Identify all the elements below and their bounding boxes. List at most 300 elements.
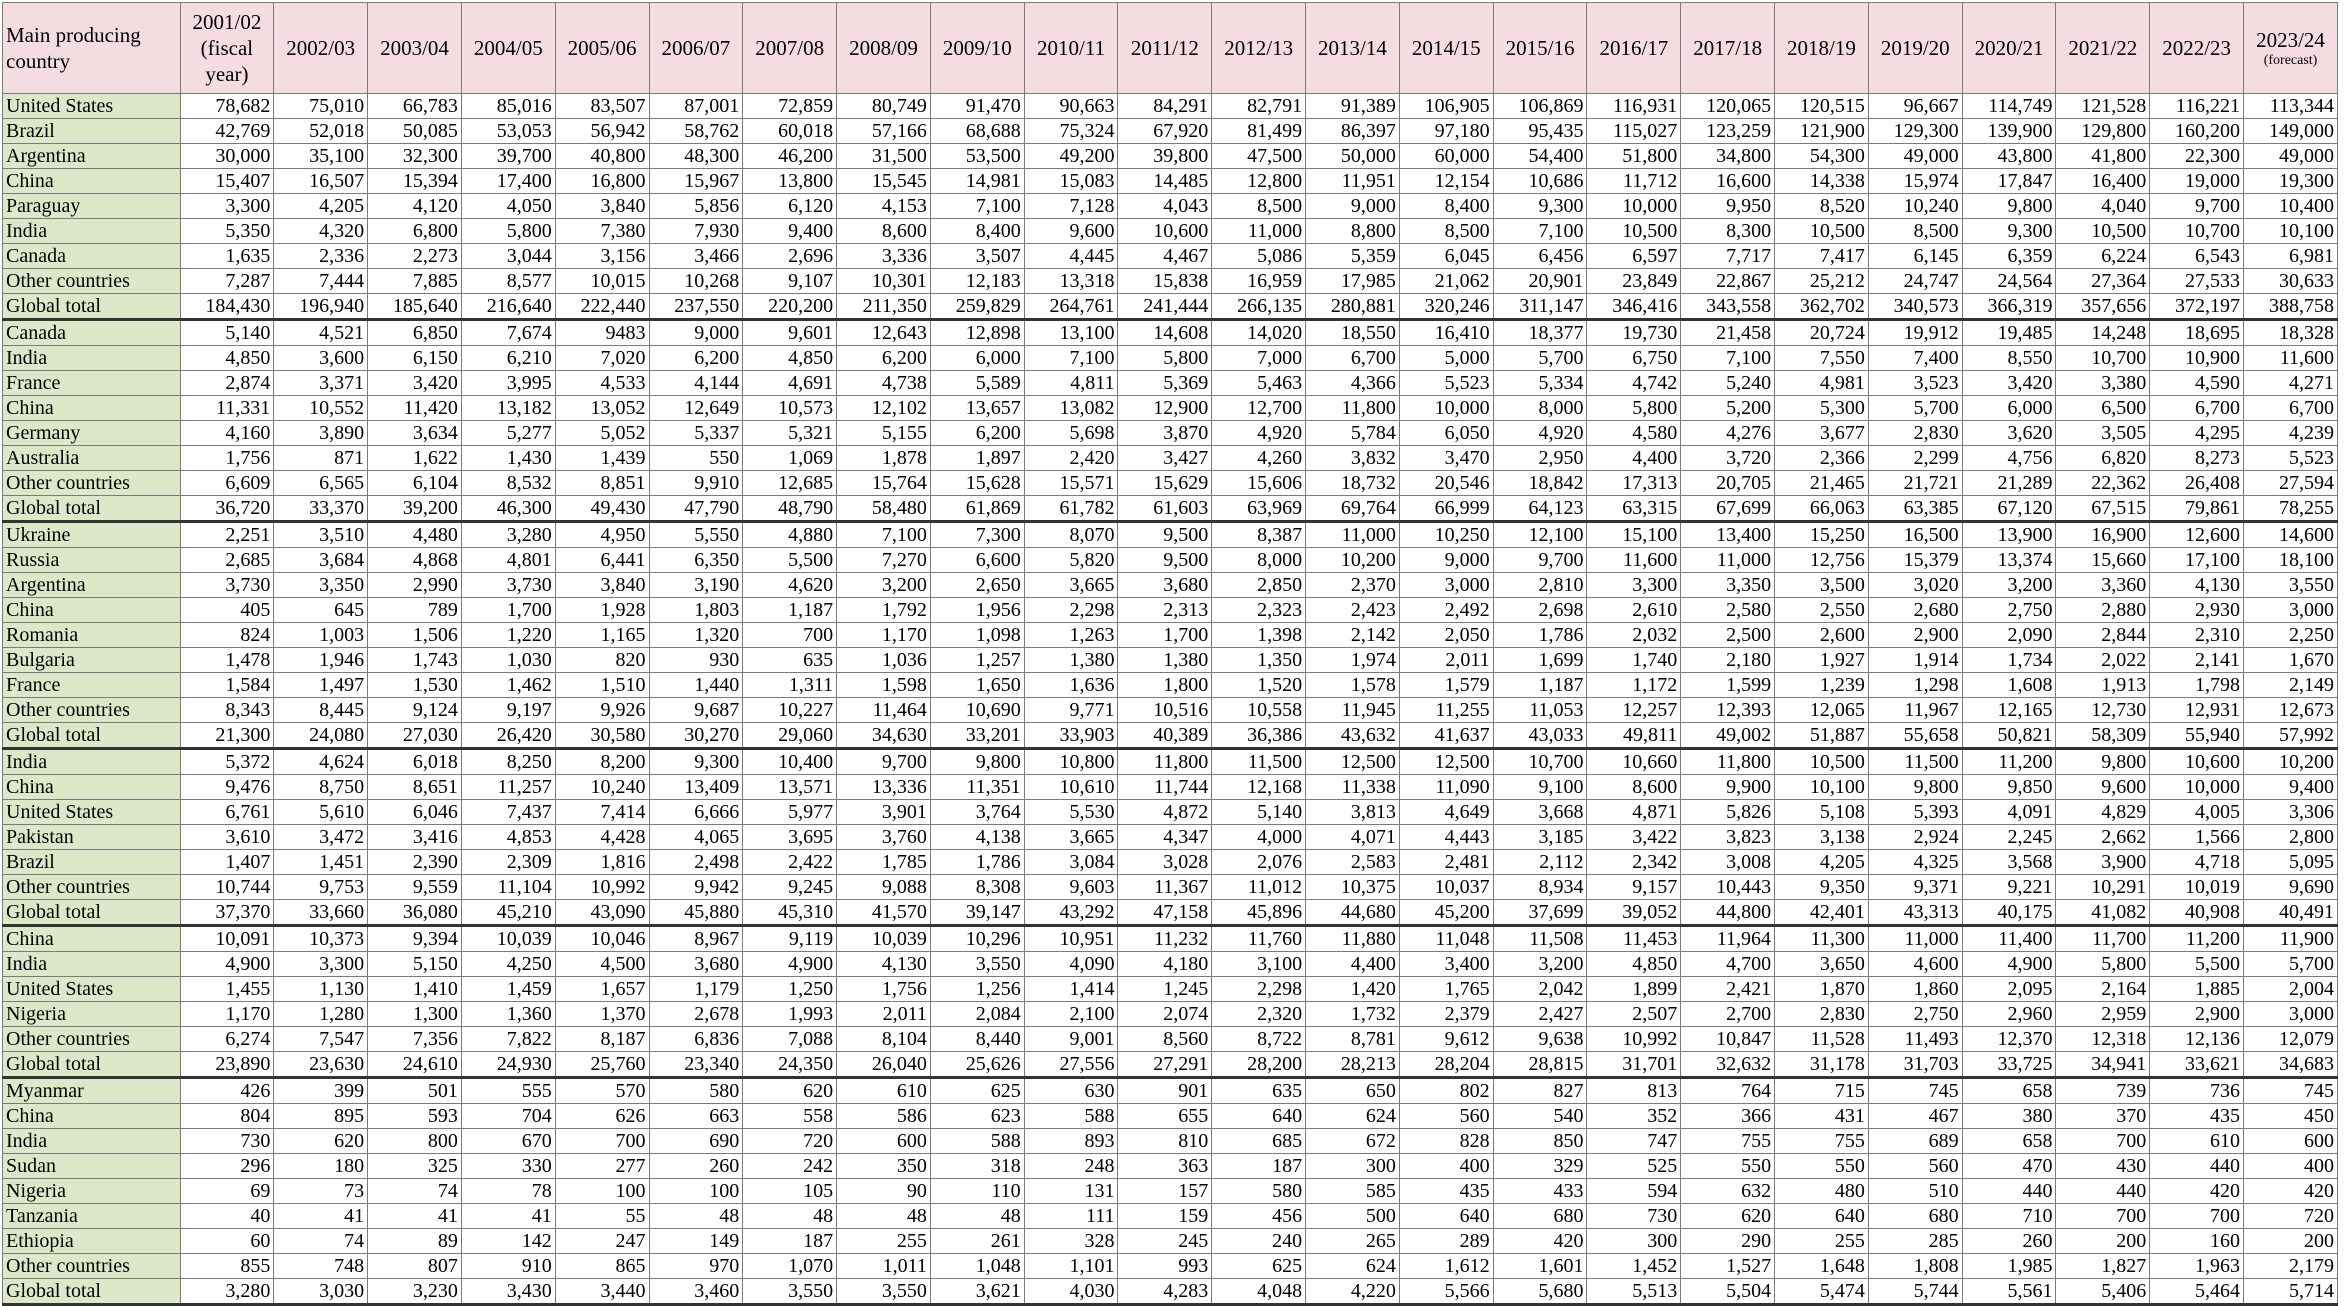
value-cell: 2,830 bbox=[1868, 421, 1962, 446]
value-cell: 11,338 bbox=[1306, 775, 1400, 800]
value-cell: 32,300 bbox=[368, 144, 462, 169]
value-cell: 704 bbox=[461, 1104, 555, 1129]
value-cell: 9,107 bbox=[743, 269, 837, 294]
value-cell: 5,698 bbox=[1024, 421, 1118, 446]
value-cell: 4,872 bbox=[1118, 800, 1212, 825]
value-cell: 9,800 bbox=[2056, 749, 2150, 775]
value-cell: 807 bbox=[368, 1254, 462, 1279]
value-cell: 5,800 bbox=[2056, 952, 2150, 977]
value-cell: 813 bbox=[1587, 1078, 1681, 1104]
value-cell: 2,320 bbox=[1212, 1002, 1306, 1027]
value-cell: 2,583 bbox=[1306, 850, 1400, 875]
value-cell: 67,920 bbox=[1118, 119, 1212, 144]
value-cell: 4,443 bbox=[1399, 825, 1493, 850]
value-cell: 3,510 bbox=[274, 522, 368, 548]
value-cell: 4,347 bbox=[1118, 825, 1212, 850]
year-column-header: 2018/19 bbox=[1775, 3, 1869, 94]
value-cell: 1,786 bbox=[930, 850, 1024, 875]
value-cell: 645 bbox=[274, 598, 368, 623]
value-cell: 5,513 bbox=[1587, 1279, 1681, 1305]
value-cell: 8,800 bbox=[1306, 219, 1400, 244]
value-cell: 2,696 bbox=[743, 244, 837, 269]
value-cell: 9,400 bbox=[743, 219, 837, 244]
value-cell: 6,046 bbox=[368, 800, 462, 825]
value-cell: 6,120 bbox=[743, 194, 837, 219]
value-cell: 40,908 bbox=[2150, 900, 2244, 926]
country-cell: Paraguay bbox=[3, 194, 181, 219]
value-cell: 1,165 bbox=[555, 623, 649, 648]
value-cell: 28,200 bbox=[1212, 1052, 1306, 1078]
value-cell: 2,250 bbox=[2244, 623, 2338, 648]
value-cell: 700 bbox=[743, 623, 837, 648]
value-cell: 4,718 bbox=[2150, 850, 2244, 875]
value-cell: 187 bbox=[1212, 1154, 1306, 1179]
value-cell: 3,190 bbox=[649, 573, 743, 598]
value-cell: 3,460 bbox=[649, 1279, 743, 1305]
value-cell: 9,394 bbox=[368, 926, 462, 952]
value-cell: 2,930 bbox=[2150, 598, 2244, 623]
global-total-row bbox=[3, 294, 2338, 320]
country-cell: Sudan bbox=[3, 1154, 181, 1179]
value-cell: 3,680 bbox=[649, 952, 743, 977]
value-cell: 9,800 bbox=[1962, 194, 2056, 219]
value-cell: 31,500 bbox=[837, 144, 931, 169]
value-cell: 5,095 bbox=[2244, 850, 2338, 875]
value-cell: 4,620 bbox=[743, 573, 837, 598]
country-cell: Australia bbox=[3, 446, 181, 471]
value-cell: 44,680 bbox=[1306, 900, 1400, 926]
value-cell: 6,820 bbox=[2056, 446, 2150, 471]
value-cell: 1,098 bbox=[930, 623, 1024, 648]
value-cell: 1,732 bbox=[1306, 1002, 1400, 1027]
value-cell: 120,515 bbox=[1775, 94, 1869, 119]
value-cell: 1,360 bbox=[461, 1002, 555, 1027]
value-cell: 255 bbox=[837, 1229, 931, 1254]
value-cell: 39,147 bbox=[930, 900, 1024, 926]
value-cell: 670 bbox=[461, 1129, 555, 1154]
value-cell: 35,100 bbox=[274, 144, 368, 169]
value-cell: 624 bbox=[1306, 1104, 1400, 1129]
value-cell: 4,480 bbox=[368, 522, 462, 548]
value-cell: 9,603 bbox=[1024, 875, 1118, 900]
value-cell: 2,004 bbox=[2244, 977, 2338, 1002]
value-cell: 1,956 bbox=[930, 598, 1024, 623]
value-cell: 3,720 bbox=[1681, 446, 1775, 471]
value-cell: 280,881 bbox=[1306, 294, 1400, 320]
value-cell: 3,280 bbox=[180, 1279, 274, 1305]
table-row bbox=[3, 1002, 2338, 1027]
value-cell: 1,899 bbox=[1587, 977, 1681, 1002]
value-cell: 736 bbox=[2150, 1078, 2244, 1104]
value-cell: 625 bbox=[930, 1078, 1024, 1104]
value-cell: 4,050 bbox=[461, 194, 555, 219]
value-cell: 5,108 bbox=[1775, 800, 1869, 825]
value-cell: 2,251 bbox=[180, 522, 274, 548]
value-cell: 1,439 bbox=[555, 446, 649, 471]
country-cell: Global total bbox=[3, 900, 181, 926]
value-cell: 6,104 bbox=[368, 471, 462, 496]
value-cell: 318 bbox=[930, 1154, 1024, 1179]
table-row bbox=[3, 144, 2338, 169]
value-cell: 9,800 bbox=[930, 749, 1024, 775]
value-cell: 2,011 bbox=[1399, 648, 1493, 673]
value-cell: 51,887 bbox=[1775, 723, 1869, 749]
table-row bbox=[3, 673, 2338, 698]
value-cell: 3,870 bbox=[1118, 421, 1212, 446]
value-cell: 4,048 bbox=[1212, 1279, 1306, 1305]
value-cell: 5,052 bbox=[555, 421, 649, 446]
value-cell: 11,967 bbox=[1868, 698, 1962, 723]
table-row bbox=[3, 598, 2338, 623]
value-cell: 16,600 bbox=[1681, 169, 1775, 194]
value-cell: 1,250 bbox=[743, 977, 837, 1002]
value-cell: 67,120 bbox=[1962, 496, 2056, 522]
value-cell: 55 bbox=[555, 1204, 649, 1229]
country-cell: Other countries bbox=[3, 471, 181, 496]
value-cell: 1,914 bbox=[1868, 648, 1962, 673]
value-cell: 4,130 bbox=[837, 952, 931, 977]
table-row bbox=[3, 94, 2338, 119]
value-cell: 550 bbox=[649, 446, 743, 471]
value-cell: 8,070 bbox=[1024, 522, 1118, 548]
value-cell: 1,179 bbox=[649, 977, 743, 1002]
value-cell: 200 bbox=[2244, 1229, 2338, 1254]
value-cell: 3,470 bbox=[1399, 446, 1493, 471]
value-cell: 9,300 bbox=[1962, 219, 2056, 244]
value-cell: 19,730 bbox=[1587, 320, 1681, 346]
value-cell: 3,901 bbox=[837, 800, 931, 825]
value-cell: 11,800 bbox=[1306, 396, 1400, 421]
value-cell: 20,705 bbox=[1681, 471, 1775, 496]
value-cell: 6,200 bbox=[649, 346, 743, 371]
value-cell: 111 bbox=[1024, 1204, 1118, 1229]
value-cell: 720 bbox=[743, 1129, 837, 1154]
value-cell: 624 bbox=[1306, 1254, 1400, 1279]
value-cell: 3,300 bbox=[274, 952, 368, 977]
value-cell: 352 bbox=[1587, 1104, 1681, 1129]
value-cell: 7,417 bbox=[1775, 244, 1869, 269]
value-cell: 4,071 bbox=[1306, 825, 1400, 850]
value-cell: 36,386 bbox=[1212, 723, 1306, 749]
value-cell: 47,500 bbox=[1212, 144, 1306, 169]
value-cell: 14,020 bbox=[1212, 320, 1306, 346]
value-cell: 3,600 bbox=[274, 346, 368, 371]
value-cell: 2,550 bbox=[1775, 598, 1869, 623]
value-cell: 1,878 bbox=[837, 446, 931, 471]
country-cell: India bbox=[3, 219, 181, 244]
value-cell: 90,663 bbox=[1024, 94, 1118, 119]
value-cell: 33,660 bbox=[274, 900, 368, 926]
table-row bbox=[3, 269, 2338, 294]
value-cell: 12,183 bbox=[930, 269, 1024, 294]
value-cell: 5,700 bbox=[1493, 346, 1587, 371]
value-cell: 3,695 bbox=[743, 825, 837, 850]
value-cell: 6,000 bbox=[930, 346, 1024, 371]
value-cell: 9,088 bbox=[837, 875, 931, 900]
value-cell: 264,761 bbox=[1024, 294, 1118, 320]
value-cell: 4,325 bbox=[1868, 850, 1962, 875]
value-cell: 5,321 bbox=[743, 421, 837, 446]
value-cell: 45,880 bbox=[649, 900, 743, 926]
value-cell: 25,760 bbox=[555, 1052, 649, 1078]
year-column-header: 2005/06 bbox=[555, 3, 649, 94]
value-cell: 435 bbox=[2150, 1104, 2244, 1129]
value-cell: 10,039 bbox=[837, 926, 931, 952]
value-cell: 25,212 bbox=[1775, 269, 1869, 294]
value-cell: 11,700 bbox=[2056, 926, 2150, 952]
value-cell: 240 bbox=[1212, 1229, 1306, 1254]
value-cell: 43,090 bbox=[555, 900, 649, 926]
value-cell: 4,900 bbox=[1962, 952, 2056, 977]
value-cell: 6,274 bbox=[180, 1027, 274, 1052]
value-cell: 22,867 bbox=[1681, 269, 1775, 294]
value-cell: 4,043 bbox=[1118, 194, 1212, 219]
year-column-header: 2008/09 bbox=[837, 3, 931, 94]
value-cell: 2,650 bbox=[930, 573, 1024, 598]
value-cell: 34,683 bbox=[2244, 1052, 2338, 1078]
value-cell: 5,504 bbox=[1681, 1279, 1775, 1305]
value-cell: 3,420 bbox=[1962, 371, 2056, 396]
value-cell: 10,500 bbox=[2056, 219, 2150, 244]
value-cell: 4,180 bbox=[1118, 952, 1212, 977]
value-cell: 8,000 bbox=[1212, 548, 1306, 573]
value-cell: 1,280 bbox=[274, 1002, 368, 1027]
value-cell: 12,730 bbox=[2056, 698, 2150, 723]
value-cell: 970 bbox=[649, 1254, 743, 1279]
value-cell: 1,897 bbox=[930, 446, 1024, 471]
value-cell: 655 bbox=[1118, 1104, 1212, 1129]
value-cell: 5,530 bbox=[1024, 800, 1118, 825]
value-cell: 1,011 bbox=[837, 1254, 931, 1279]
value-cell: 663 bbox=[649, 1104, 743, 1129]
value-cell: 2,900 bbox=[1868, 623, 1962, 648]
value-cell: 4,580 bbox=[1587, 421, 1681, 446]
value-cell: 11,048 bbox=[1399, 926, 1493, 952]
value-cell: 6,543 bbox=[2150, 244, 2244, 269]
value-cell: 855 bbox=[180, 1254, 274, 1279]
value-cell: 1,579 bbox=[1399, 673, 1493, 698]
value-cell: 18,328 bbox=[2244, 320, 2338, 346]
value-cell: 8,308 bbox=[930, 875, 1024, 900]
value-cell: 804 bbox=[180, 1104, 274, 1129]
value-cell: 10,552 bbox=[274, 396, 368, 421]
value-cell: 9,500 bbox=[1118, 522, 1212, 548]
value-cell: 5,350 bbox=[180, 219, 274, 244]
value-cell: 370 bbox=[2056, 1104, 2150, 1129]
value-cell: 640 bbox=[1399, 1204, 1493, 1229]
value-cell: 7,088 bbox=[743, 1027, 837, 1052]
value-cell: 3,008 bbox=[1681, 850, 1775, 875]
table-row bbox=[3, 119, 2338, 144]
value-cell: 24,610 bbox=[368, 1052, 462, 1078]
value-cell: 10,291 bbox=[2056, 875, 2150, 900]
value-cell: 196,940 bbox=[274, 294, 368, 320]
value-cell: 2,179 bbox=[2244, 1254, 2338, 1279]
table-row bbox=[3, 396, 2338, 421]
value-cell: 3,550 bbox=[837, 1279, 931, 1305]
year-column-header: 2006/07 bbox=[649, 3, 743, 94]
value-cell: 5,826 bbox=[1681, 800, 1775, 825]
table-row bbox=[3, 1104, 2338, 1129]
value-cell: 13,900 bbox=[1962, 522, 2056, 548]
value-cell: 620 bbox=[1681, 1204, 1775, 1229]
value-cell: 6,350 bbox=[649, 548, 743, 573]
value-cell: 700 bbox=[2056, 1204, 2150, 1229]
value-cell: 9,638 bbox=[1493, 1027, 1587, 1052]
value-cell: 328 bbox=[1024, 1229, 1118, 1254]
value-cell: 67,699 bbox=[1681, 496, 1775, 522]
value-cell: 7,100 bbox=[1024, 346, 1118, 371]
value-cell: 426 bbox=[180, 1078, 274, 1104]
value-cell: 620 bbox=[274, 1129, 368, 1154]
value-cell: 58,309 bbox=[2056, 723, 2150, 749]
table-row bbox=[3, 1229, 2338, 1254]
value-cell: 2,100 bbox=[1024, 1002, 1118, 1027]
value-cell: 325 bbox=[368, 1154, 462, 1179]
value-cell: 16,410 bbox=[1399, 320, 1493, 346]
value-cell: 5,714 bbox=[2244, 1279, 2338, 1305]
value-cell: 2,750 bbox=[1868, 1002, 1962, 1027]
value-cell: 43,033 bbox=[1493, 723, 1587, 749]
value-cell: 185,640 bbox=[368, 294, 462, 320]
value-cell: 440 bbox=[2150, 1154, 2244, 1179]
value-cell: 1,256 bbox=[930, 977, 1024, 1002]
value-cell: 380 bbox=[1962, 1104, 2056, 1129]
value-cell: 1,497 bbox=[274, 673, 368, 698]
value-cell: 1,420 bbox=[1306, 977, 1400, 1002]
value-cell: 5,566 bbox=[1399, 1279, 1493, 1305]
country-cell: Myanmar bbox=[3, 1078, 181, 1104]
value-cell: 330 bbox=[461, 1154, 555, 1179]
value-cell: 1,974 bbox=[1306, 648, 1400, 673]
value-cell: 8,967 bbox=[649, 926, 743, 952]
value-cell: 630 bbox=[1024, 1078, 1118, 1104]
value-cell: 4,920 bbox=[1493, 421, 1587, 446]
value-cell: 3,028 bbox=[1118, 850, 1212, 875]
table-body bbox=[3, 94, 2338, 1305]
value-cell: 430 bbox=[2056, 1154, 2150, 1179]
value-cell: 4,239 bbox=[2244, 421, 2338, 446]
value-cell: 789 bbox=[368, 598, 462, 623]
value-cell: 9,001 bbox=[1024, 1027, 1118, 1052]
value-cell: 1,172 bbox=[1587, 673, 1681, 698]
value-cell: 10,240 bbox=[555, 775, 649, 800]
value-cell: 36,720 bbox=[180, 496, 274, 522]
value-cell: 43,313 bbox=[1868, 900, 1962, 926]
value-cell: 10,268 bbox=[649, 269, 743, 294]
table-row bbox=[3, 875, 2338, 900]
value-cell: 400 bbox=[2244, 1154, 2338, 1179]
value-cell: 247 bbox=[555, 1229, 649, 1254]
table-row bbox=[3, 194, 2338, 219]
value-cell: 1,648 bbox=[1775, 1254, 1869, 1279]
value-cell: 14,608 bbox=[1118, 320, 1212, 346]
value-cell: 6,500 bbox=[2056, 396, 2150, 421]
value-cell: 3,995 bbox=[461, 371, 555, 396]
value-cell: 1,803 bbox=[649, 598, 743, 623]
value-cell: 1,816 bbox=[555, 850, 649, 875]
value-cell: 10,660 bbox=[1587, 749, 1681, 775]
country-cell: Russia bbox=[3, 548, 181, 573]
value-cell: 5,744 bbox=[1868, 1279, 1962, 1305]
value-cell: 5,463 bbox=[1212, 371, 1306, 396]
value-cell: 4,900 bbox=[743, 952, 837, 977]
value-cell: 26,420 bbox=[461, 723, 555, 749]
value-cell: 2,164 bbox=[2056, 977, 2150, 1002]
value-cell: 420 bbox=[1493, 1229, 1587, 1254]
value-cell: 2,011 bbox=[837, 1002, 931, 1027]
value-cell: 91,389 bbox=[1306, 94, 1400, 119]
value-cell: 42,401 bbox=[1775, 900, 1869, 926]
value-cell: 10,000 bbox=[1587, 194, 1681, 219]
value-cell: 39,700 bbox=[461, 144, 555, 169]
value-cell: 5,523 bbox=[1399, 371, 1493, 396]
value-cell: 346,416 bbox=[1587, 294, 1681, 320]
value-cell: 6,018 bbox=[368, 749, 462, 775]
value-cell: 5,550 bbox=[649, 522, 743, 548]
value-cell: 12,500 bbox=[1306, 749, 1400, 775]
value-cell: 5,200 bbox=[1681, 396, 1775, 421]
value-cell: 1,263 bbox=[1024, 623, 1118, 648]
value-cell: 4,295 bbox=[2150, 421, 2244, 446]
value-cell: 1,530 bbox=[368, 673, 462, 698]
value-cell: 3,400 bbox=[1399, 952, 1493, 977]
value-cell: 1,765 bbox=[1399, 977, 1493, 1002]
value-cell: 3,350 bbox=[274, 573, 368, 598]
value-cell: 6,200 bbox=[930, 421, 1024, 446]
value-cell: 3,523 bbox=[1868, 371, 1962, 396]
value-cell: 116,931 bbox=[1587, 94, 1681, 119]
value-cell: 6,700 bbox=[2244, 396, 2338, 421]
value-cell: 3,507 bbox=[930, 244, 1024, 269]
value-cell: 4,590 bbox=[2150, 371, 2244, 396]
value-cell: 12,257 bbox=[1587, 698, 1681, 723]
country-cell: Nigeria bbox=[3, 1002, 181, 1027]
value-cell: 4,065 bbox=[649, 825, 743, 850]
value-cell: 69,764 bbox=[1306, 496, 1400, 522]
value-cell: 64,123 bbox=[1493, 496, 1587, 522]
value-cell: 1,527 bbox=[1681, 1254, 1775, 1279]
table-row bbox=[3, 800, 2338, 825]
value-cell: 2,680 bbox=[1868, 598, 1962, 623]
value-cell: 3,760 bbox=[837, 825, 931, 850]
value-cell: 6,224 bbox=[2056, 244, 2150, 269]
value-cell: 7,100 bbox=[837, 522, 931, 548]
value-cell: 2,880 bbox=[2056, 598, 2150, 623]
value-cell: 2,342 bbox=[1587, 850, 1681, 875]
value-cell: 13,318 bbox=[1024, 269, 1118, 294]
value-cell: 28,204 bbox=[1399, 1052, 1493, 1078]
value-cell: 4,260 bbox=[1212, 446, 1306, 471]
value-cell: 8,532 bbox=[461, 471, 555, 496]
value-cell: 2,427 bbox=[1493, 1002, 1587, 1027]
value-cell: 993 bbox=[1118, 1254, 1212, 1279]
value-cell: 3,550 bbox=[2244, 573, 2338, 598]
value-cell: 57,992 bbox=[2244, 723, 2338, 749]
value-cell: 9483 bbox=[555, 320, 649, 346]
value-cell: 4,400 bbox=[1587, 446, 1681, 471]
value-cell: 1,070 bbox=[743, 1254, 837, 1279]
value-cell: 11,104 bbox=[461, 875, 555, 900]
value-cell: 1,800 bbox=[1118, 673, 1212, 698]
value-cell: 80,749 bbox=[837, 94, 931, 119]
value-cell: 21,458 bbox=[1681, 320, 1775, 346]
value-cell: 79,861 bbox=[2150, 496, 2244, 522]
value-cell: 4,205 bbox=[1775, 850, 1869, 875]
value-cell: 1,786 bbox=[1493, 623, 1587, 648]
value-cell: 2,273 bbox=[368, 244, 462, 269]
value-cell: 11,255 bbox=[1399, 698, 1493, 723]
